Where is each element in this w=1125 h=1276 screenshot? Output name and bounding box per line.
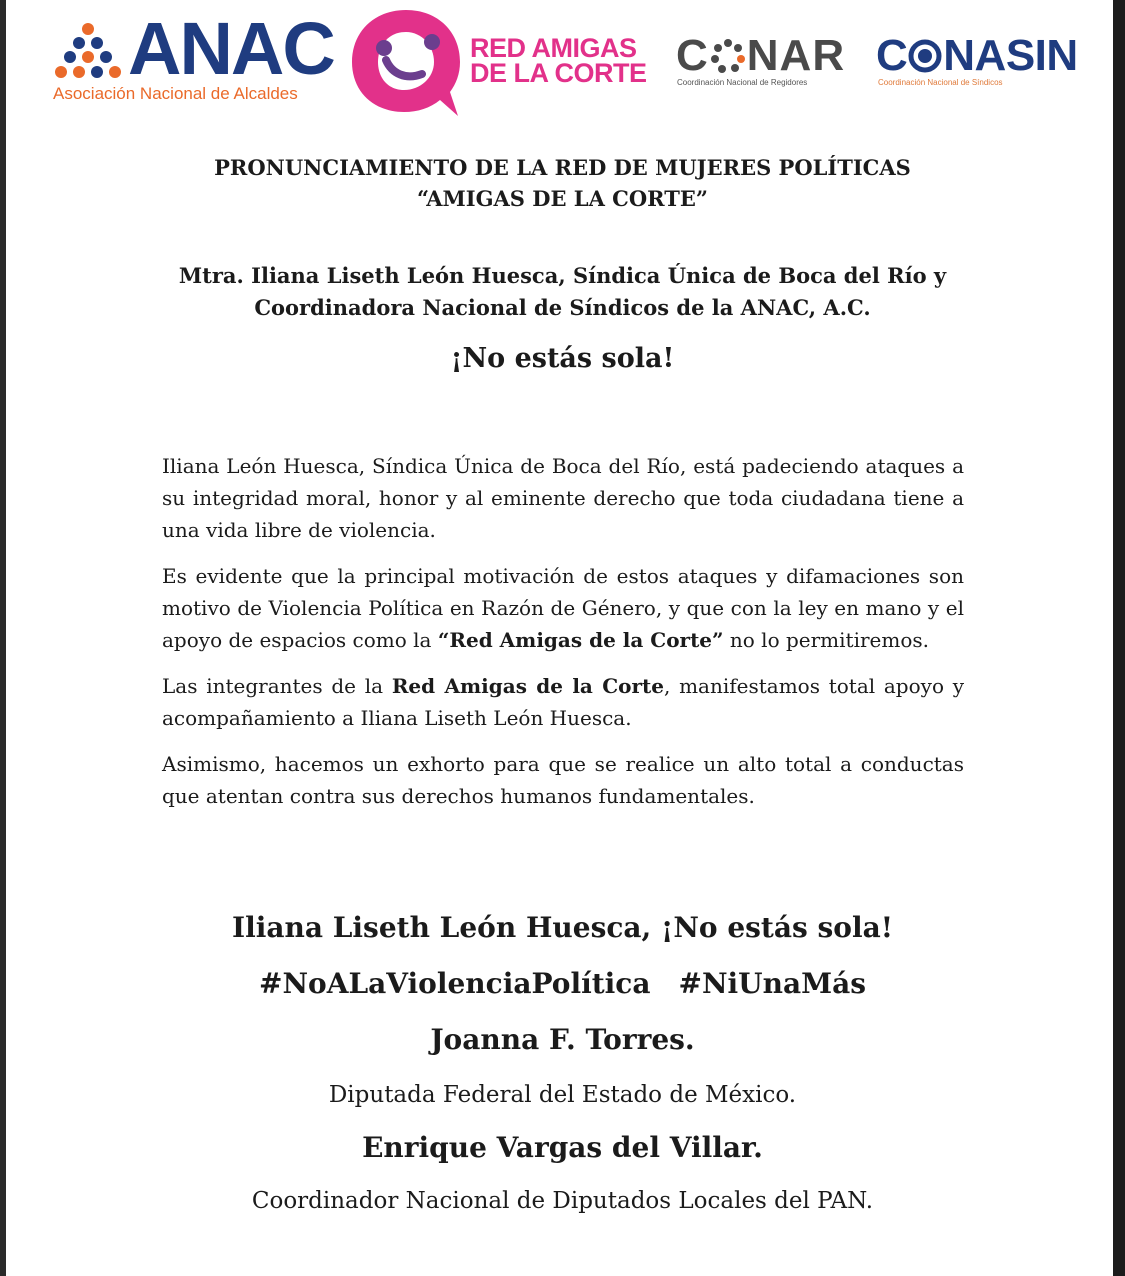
document-title-line2: “AMIGAS DE LA CORTE” <box>417 186 708 211</box>
slogan-heading: ¡No estás sola! <box>450 343 675 374</box>
paragraph-3-text-after: , manifestamos total apoyo y acompañamiento a Iliana Liseth León Huesca. <box>162 674 965 730</box>
document-title-line1: PRONUNCIAMIENTO DE LA RED DE MUJERES POLÍTICAS <box>214 155 911 180</box>
document-subtitle-line1: Mtra. Iliana Liseth León Huesca, Síndica Única de Boca del Río y <box>178 263 947 288</box>
signer-2-role: Coordinador Nacional de Diputados Locales del PAN. <box>251 1188 874 1214</box>
red-amigas-line2: DE LA CORTE <box>470 58 647 88</box>
paragraph-1: Iliana León Huesca, Síndica Única de Boca del Río, está padeciendo ataques a su integridad moral, honor y al eminente derecho que toda ciudadana tiene a una vida libre de violencia. <box>162 454 964 542</box>
signer-1-role: Diputada Federal del Estado de México. <box>328 1082 797 1108</box>
paragraph-2-text-after: no lo permitiremos. <box>723 628 929 652</box>
conar-letter-c: C <box>676 31 709 80</box>
anac-logo-text: ANAC <box>128 7 334 90</box>
conasin-logo-text <box>876 31 1078 80</box>
closing-support-line: Iliana Liseth León Huesca, ¡No estás sola! <box>231 911 894 944</box>
conasin-letter-c: C <box>876 31 908 80</box>
conasin-o-icon <box>908 39 942 73</box>
body-text <box>162 450 964 826</box>
paragraph-2-bold: “Red Amigas de la Corte” <box>437 628 724 652</box>
logo-header <box>0 0 1125 130</box>
conasin-letters-nasin: NASIN <box>943 31 1078 80</box>
hashtag-no-violencia: #NoALaViolenciaPolítica <box>259 967 651 1000</box>
paragraph-4: Asimismo, hacemos un exhorto para que se realice un alto total a conductas que atentan contra sus derechos humanos fundamentales. <box>162 752 964 808</box>
paragraph-2 <box>162 560 964 656</box>
anac-dots-icon <box>52 22 124 82</box>
conasin-logo-subtitle: Coordinación Nacional de Síndicos <box>878 78 1003 87</box>
conar-logo-subtitle: Coordinación Nacional de Regidores <box>677 78 808 87</box>
conar-letters-nar: NAR <box>746 31 846 80</box>
paragraph-3 <box>162 670 964 734</box>
document-subtitle-line2: Coordinadora Nacional de Síndicos de la ANAC, A.C. <box>254 295 871 320</box>
red-amigas-line1: RED AMIGAS <box>470 33 637 63</box>
red-amigas-logo-text <box>470 33 647 88</box>
paragraph-3-text-before: Las integrantes de la <box>162 674 392 698</box>
red-amigas-speech-bubble-icon <box>346 4 466 120</box>
hashtags-line <box>0 966 1125 1002</box>
conar-o-dots-icon <box>710 38 746 74</box>
hashtag-ni-una-mas: #NiUnaMás <box>678 967 866 1000</box>
paragraph-3-bold: Red Amigas de la Corte <box>391 674 664 698</box>
anac-logo-subtitle: Asociación Nacional de Alcaldes <box>53 84 298 103</box>
signer-1-name: Joanna F. Torres. <box>430 1023 695 1056</box>
paragraph-2-text-before: Es evidente que la principal motivación de estos ataques y difamaciones son motivo de Violencia Política en Razón de Género, y que con la ley en mano y el apoyo de espacios como la <box>162 564 964 652</box>
conar-logo-text <box>676 31 846 80</box>
signer-2-name: Enrique Vargas del Villar. <box>362 1131 763 1164</box>
